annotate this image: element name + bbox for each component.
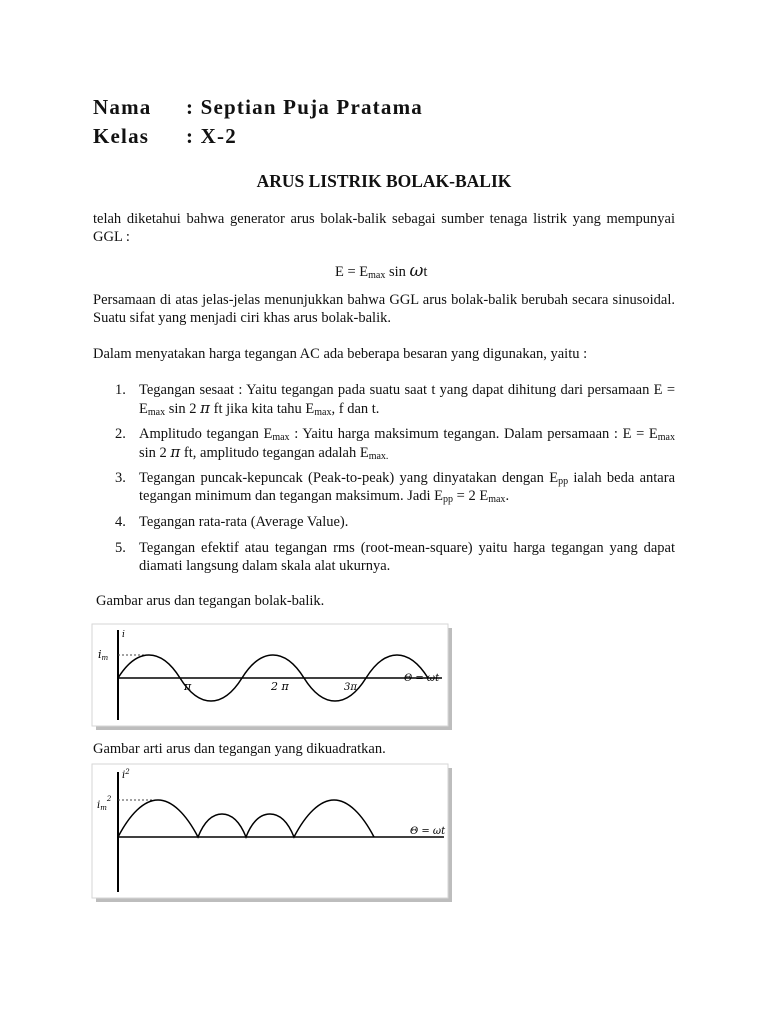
list-subscript: max — [657, 432, 675, 443]
amplitude-i: i — [97, 800, 101, 811]
list-text: : Yaitu harga maksimum tegangan. Dalam persamaan : E = E — [289, 426, 658, 442]
list-text: Amplitudo tegangan E — [139, 426, 273, 442]
list-text: , f dan t. — [331, 401, 380, 417]
pi-symbol: π — [200, 399, 210, 417]
list-subscript: pp — [558, 476, 569, 487]
list-subscript: max — [488, 494, 506, 505]
amplitude-i: i — [98, 648, 102, 661]
figure-frame — [92, 624, 448, 726]
list-subscript: max — [314, 407, 332, 418]
list-item-amplitude — [139, 425, 675, 462]
list-text: ialah beda antara tegangan minimum dan tegangan maksimum. Jadi E — [139, 470, 676, 504]
list-subscript: max. — [368, 451, 389, 462]
pi-symbol: π — [170, 443, 181, 461]
list-text: ft jika kita tahu E — [209, 401, 315, 417]
y-axis-label: i — [122, 630, 125, 640]
list-text: sin 2 — [139, 445, 167, 461]
amplitude-sup: 2 — [106, 795, 112, 803]
y-axis-i: i — [122, 770, 126, 781]
class-value: : X-2 — [186, 124, 237, 148]
x-axis-label: Θ = ωt — [410, 826, 446, 837]
x-label-2pi: 2 π — [271, 680, 289, 693]
figure-sine-wave — [92, 624, 454, 732]
figure-caption-squared: Gambar arti arus dan tegangan yang dikuadratkan. — [93, 741, 386, 757]
amplitude-sub: m — [100, 804, 107, 812]
list-item-peak-to-peak — [139, 469, 675, 505]
list-text: . — [505, 488, 510, 504]
list-subscript: pp — [443, 494, 454, 505]
list-subscript: max — [272, 432, 290, 443]
class-label: Kelas — [93, 124, 150, 148]
list-number: 1. — [115, 382, 126, 398]
list-text: sin 2 — [165, 401, 197, 417]
list-number: 4. — [115, 514, 126, 530]
paragraph-sinusoidal: Persamaan di atas jelas-jelas menunjukkan bahwa GGL arus bolak-balik berubah secara sinusoidal. Suatu sifat yang menjadi ciri khas arus bolak-balik. — [93, 292, 675, 326]
intro-paragraph: telah diketahui bahwa generator arus bolak-balik sebagai sumber tenaga listrik yang mempunyai GGL : — [93, 211, 675, 245]
y-axis-sup: 2 — [125, 768, 130, 776]
list-item-rms: Tegangan efektif atau tegangan rms (root-mean-square) yaitu harga tegangan yang dapat diamati langsung dalam skala alat ukurnya. — [139, 540, 675, 574]
formula-sub-max: max — [368, 270, 386, 281]
formula — [335, 262, 427, 281]
figure-frame — [92, 764, 448, 898]
list-subscript: max — [147, 407, 166, 418]
amplitude-sub: m — [101, 654, 109, 662]
omega-symbol: ω — [409, 261, 424, 281]
list-text: ft, amplitudo tegangan adalah E — [180, 445, 369, 461]
name-label: Nama — [93, 95, 152, 119]
list-item-average-value: Tegangan rata-rata (Average Value). — [139, 514, 349, 530]
list-number: 5. — [115, 540, 126, 556]
formula-e: E = E — [335, 264, 369, 280]
list-text: = 2 E — [453, 488, 489, 504]
list-text: Tegangan puncak-kepuncak (Peak-to-peak) yang dinyatakan dengan E — [139, 470, 559, 486]
list-text: Tegangan sesaat : Yaitu tegangan pada suatu saat t yang dapat dihitung dari persamaan E = E — [139, 382, 675, 417]
figure-caption-ac: Gambar arus dan tegangan bolak-balik. — [96, 593, 325, 609]
formula-t: t — [423, 264, 428, 280]
paragraph-quantities: Dalam menyatakan harga tegangan AC ada beberapa besaran yang digunakan, yaitu : — [93, 346, 588, 362]
list-number: 2. — [115, 426, 126, 442]
list-number: 3. — [115, 470, 126, 486]
figure-squared-wave — [92, 764, 454, 904]
x-axis-label: Θ = ωt — [404, 673, 440, 684]
formula-sin: sin — [385, 264, 410, 280]
page-title: ARUS LISTRIK BOLAK-BALIK — [256, 171, 512, 191]
x-label-3pi: 3π — [344, 682, 357, 693]
x-label-pi: π — [184, 680, 192, 693]
list-item-instantaneous-voltage — [139, 381, 675, 418]
name-value: : Septian Puja Pratama — [186, 95, 423, 119]
